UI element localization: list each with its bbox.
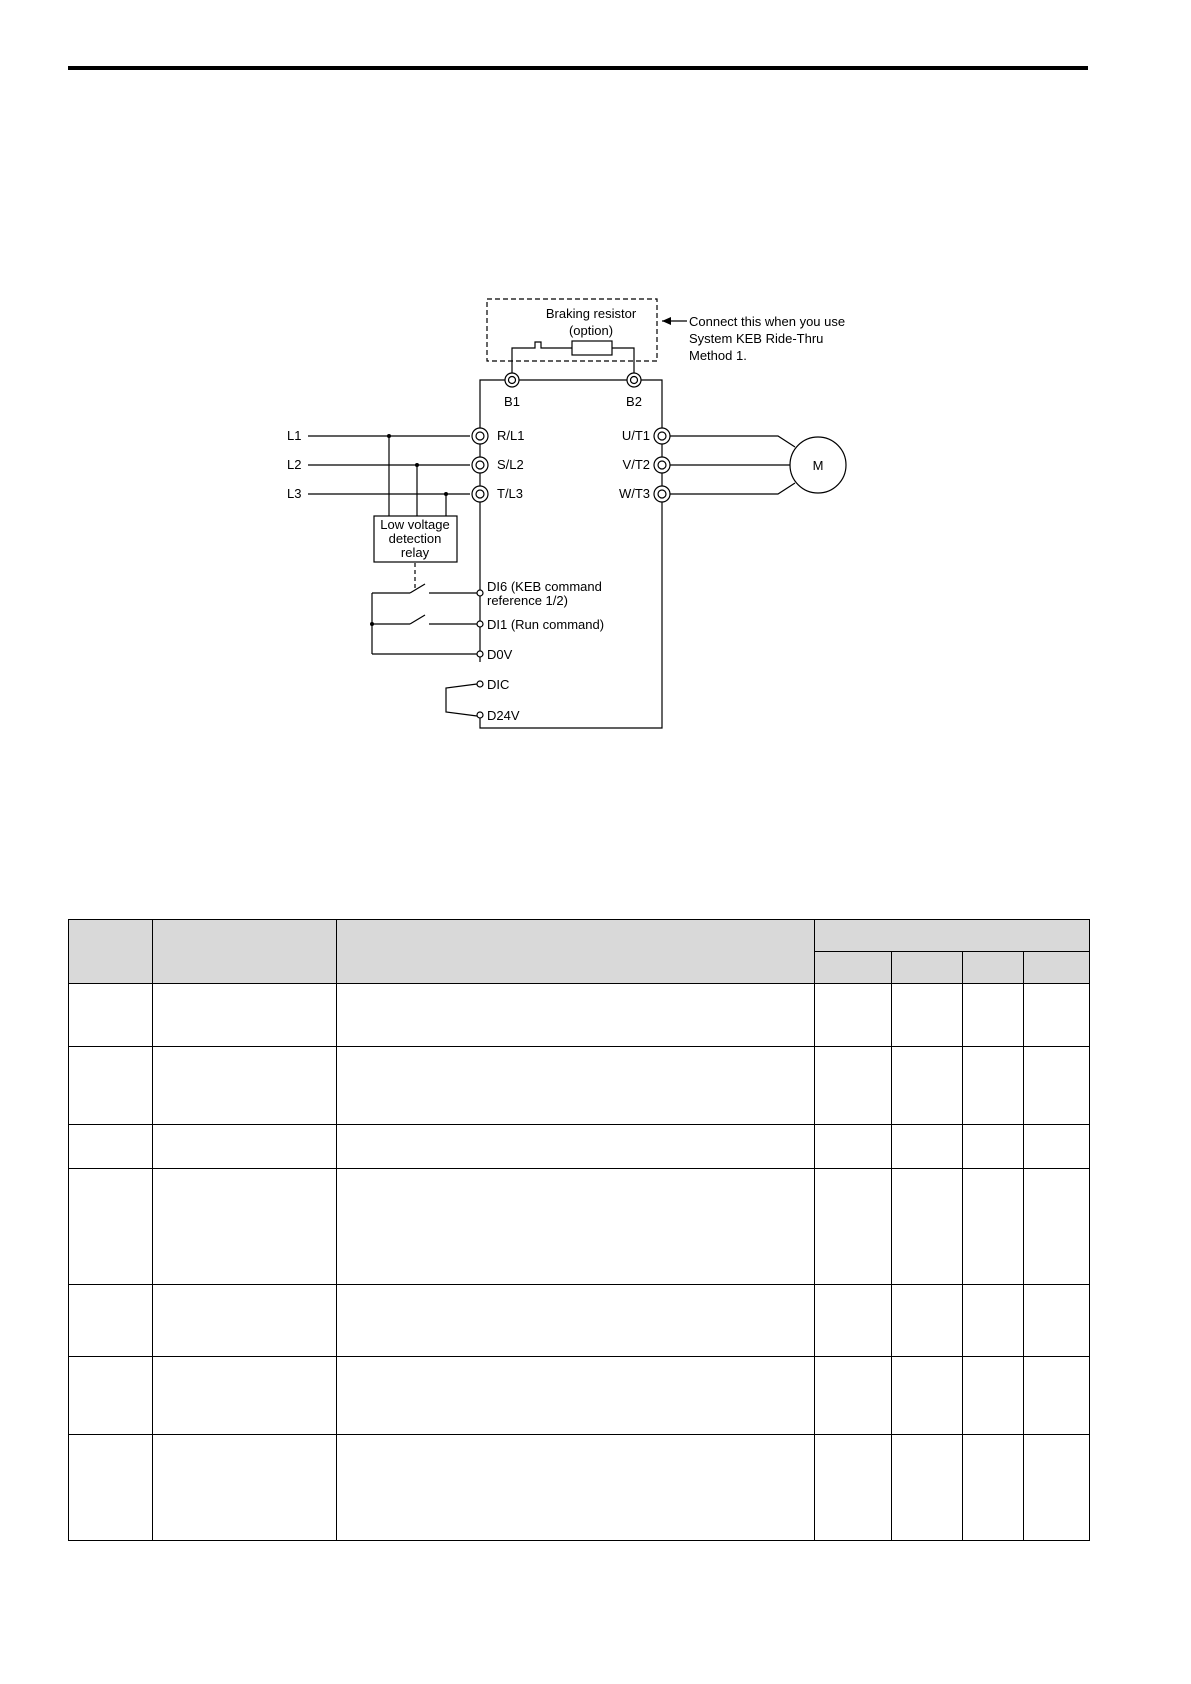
terminal-ut1-inner: [658, 432, 666, 440]
relay-label-line-1: Low voltage: [380, 517, 450, 532]
terminal-vt2-inner: [658, 461, 666, 469]
di6-label-line-1: DI6 (KEB command: [487, 579, 602, 594]
subheader-cell-4: [1024, 952, 1090, 984]
table-row: [69, 984, 1090, 1047]
line-l2-label: L2: [287, 457, 302, 472]
relay-label-line-3: relay: [400, 545, 430, 560]
terminal-b1-label: B1: [504, 394, 520, 409]
dic-d24v-jumper: [446, 684, 477, 716]
terminal-di6: [477, 590, 483, 596]
terminal-b2-inner: [631, 377, 638, 384]
di6-contact: [410, 584, 425, 593]
terminal-dic: [477, 681, 483, 687]
table-row: [69, 1435, 1090, 1541]
resistor-symbol: [572, 341, 612, 355]
table-header-row: [69, 920, 1090, 952]
terminal-d0v: [477, 651, 483, 657]
subheader-cell-3: [963, 952, 1024, 984]
subheader-cell-1: [815, 952, 892, 984]
motor-wire-w: [670, 483, 795, 494]
terminal-sl2-label: S/L2: [497, 457, 524, 472]
terminal-rl1-inner: [476, 432, 484, 440]
resistor-lead-b2: [612, 348, 634, 376]
di1-label: DI1 (Run command): [487, 617, 605, 632]
braking-resistor-label: Braking resistor: [545, 306, 637, 321]
braking-resistor-option-label: (option): [568, 323, 614, 338]
terminal-tl3-inner: [476, 490, 484, 498]
terminal-ut1-label: U/T1: [621, 428, 650, 443]
motor-label: M: [812, 458, 824, 473]
note-line-3: Method 1.: [689, 348, 747, 363]
line-l3-label: L3: [287, 486, 302, 501]
motor-wire-u: [670, 436, 795, 447]
terminal-sl2-inner: [476, 461, 484, 469]
terminal-b1-inner: [509, 377, 516, 384]
d24v-label: D24V: [487, 708, 520, 723]
resistor-lead-b1: [512, 342, 572, 376]
table-row: [69, 1357, 1090, 1435]
terminal-tl3-label: T/L3: [497, 486, 524, 501]
note-line-1: Connect this when you use: [689, 314, 846, 329]
terminal-wt3-label: W/T3: [618, 486, 650, 501]
line-l1-label: L1: [287, 428, 302, 443]
d0v-label: D0V: [487, 647, 513, 662]
terminal-wt3-inner: [658, 490, 666, 498]
parameter-table: [68, 919, 1090, 1541]
table-row: [69, 1125, 1090, 1169]
terminal-di1: [477, 621, 483, 627]
table-row: [69, 1285, 1090, 1357]
dic-label: DIC: [487, 677, 510, 692]
table-row: [69, 1169, 1090, 1285]
terminal-rl1-label: R/L1: [497, 428, 525, 443]
note-line-2: System KEB Ride-Thru: [689, 331, 824, 346]
di6-label-line-2: reference 1/2): [487, 593, 568, 608]
terminal-vt2-label: V/T2: [622, 457, 650, 472]
note-arrowhead: [662, 317, 671, 325]
header-cell-no: [69, 920, 153, 984]
terminal-d24v: [477, 712, 483, 718]
header-cell-group: [815, 920, 1090, 952]
di1-contact: [410, 615, 425, 624]
header-cell-name: [153, 920, 337, 984]
subheader-cell-2: [892, 952, 963, 984]
relay-label-line-2: detection: [388, 531, 442, 546]
header-cell-description: [337, 920, 815, 984]
table-row: [69, 1047, 1090, 1125]
terminal-b2-label: B2: [626, 394, 642, 409]
